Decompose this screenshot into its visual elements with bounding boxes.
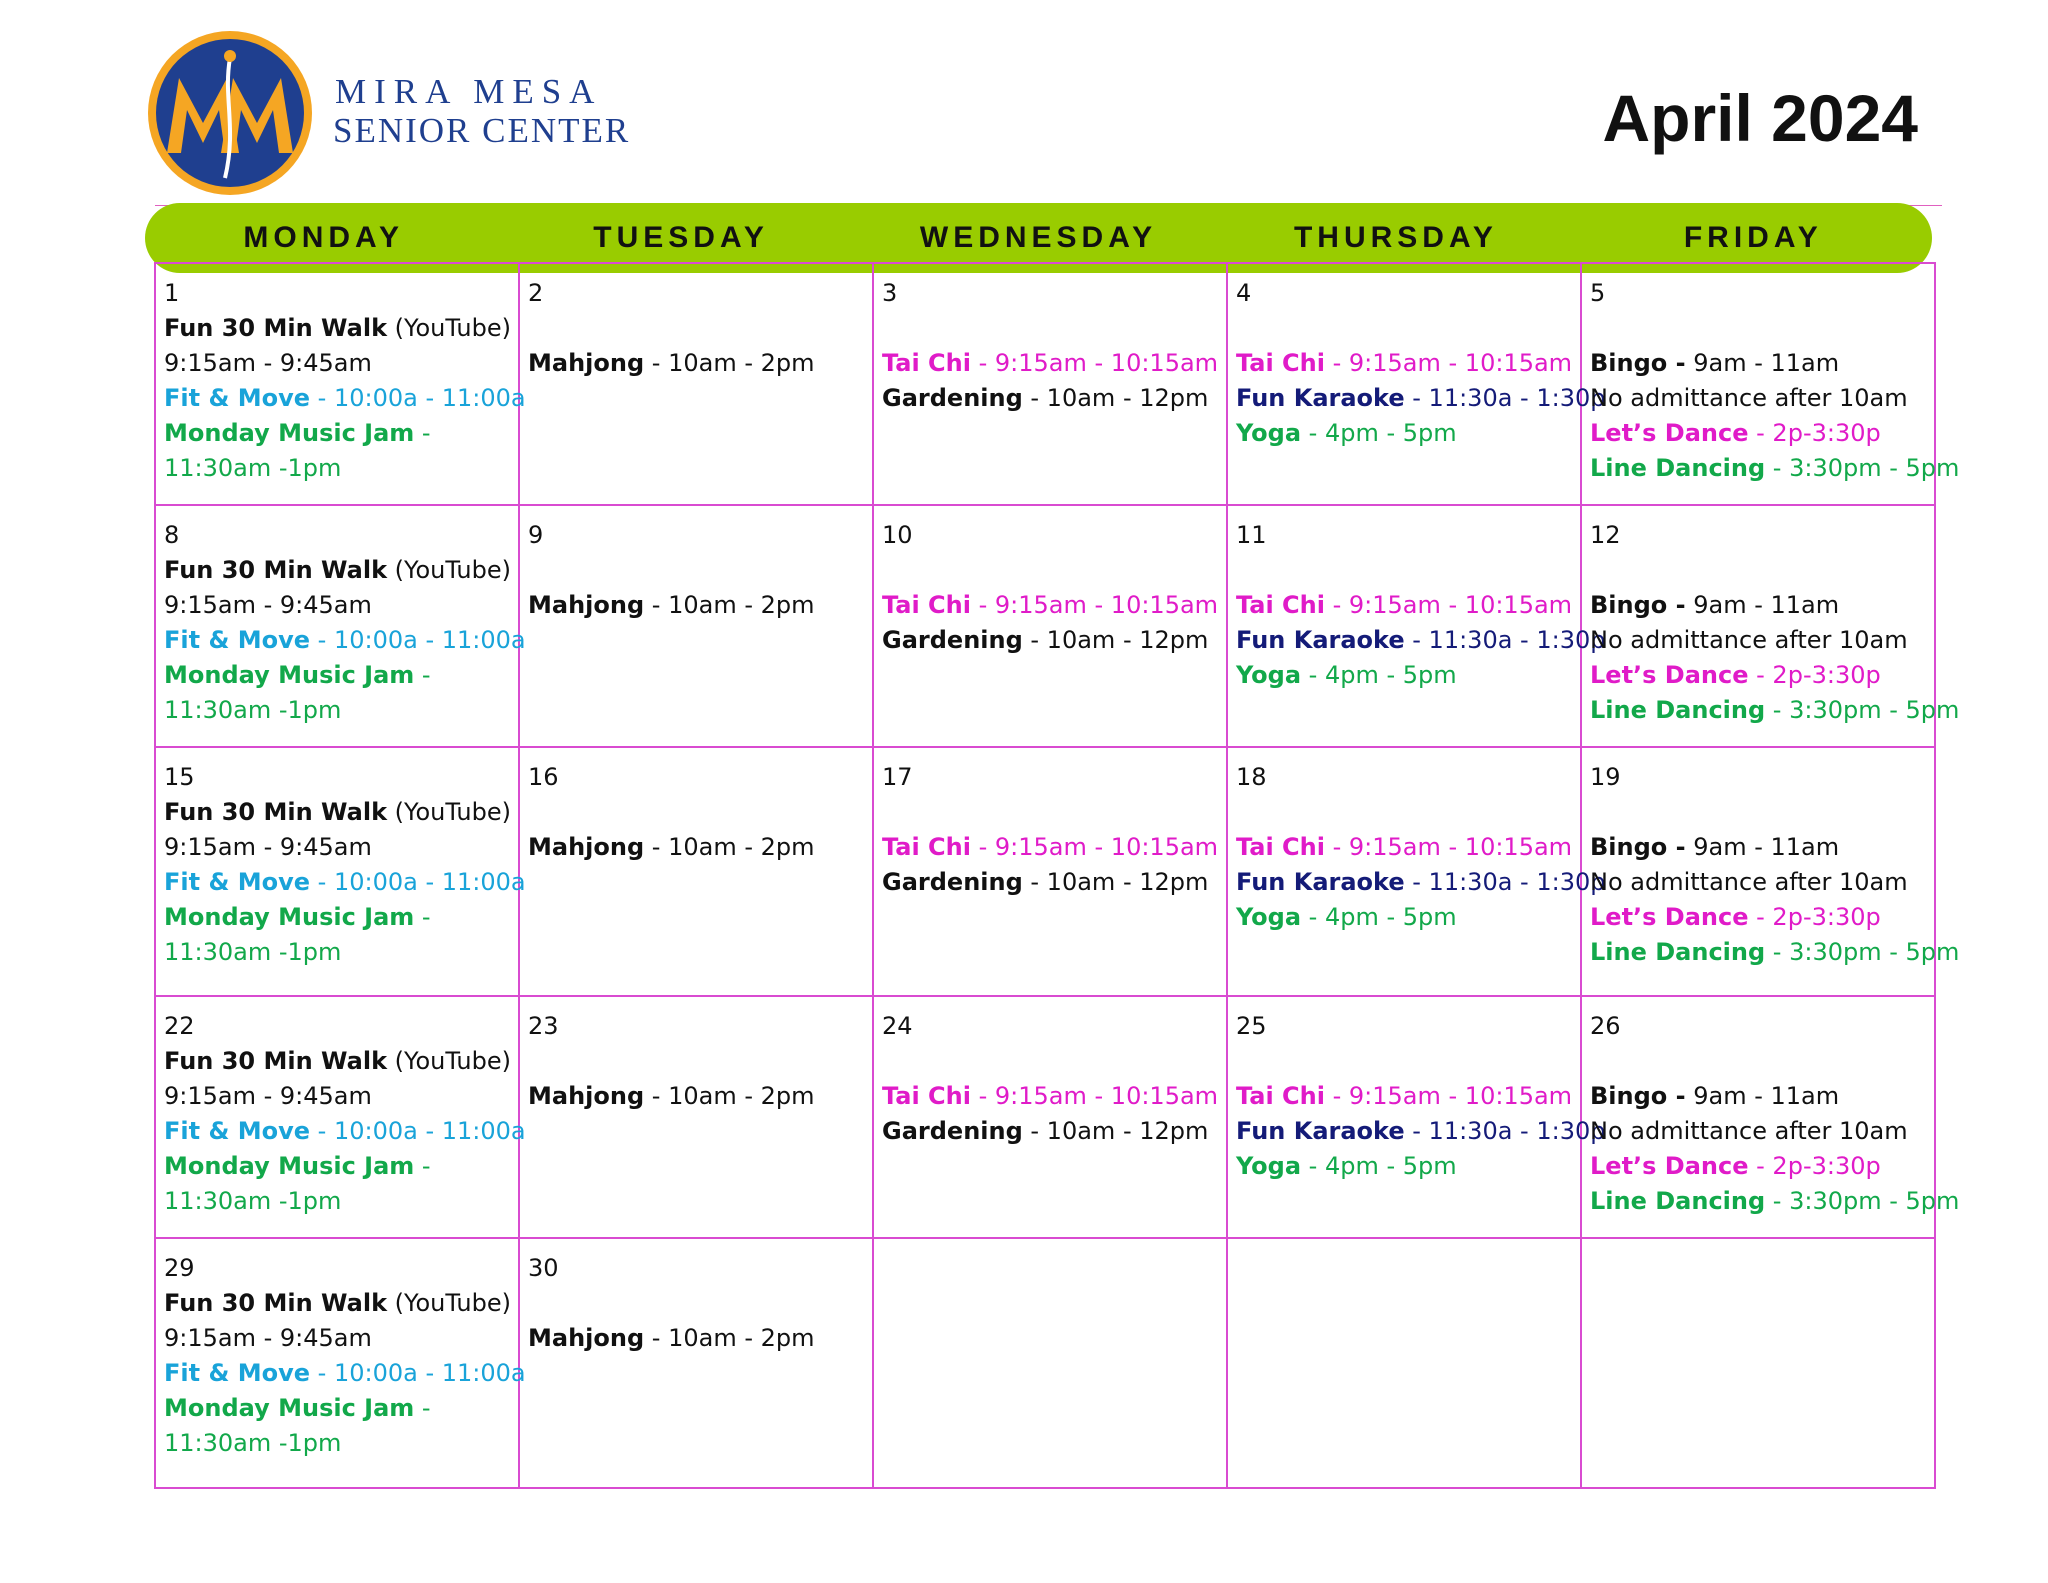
event-tai-chi: Tai Chi - 9:15am - 10:15am bbox=[1236, 349, 1573, 377]
day-number: 12 bbox=[1590, 521, 1621, 549]
event-line-dancing: Line Dancing - 3:30pm - 5pm bbox=[1590, 938, 1960, 966]
event-tai-chi: Tai Chi - 9:15am - 10:15am bbox=[882, 1082, 1219, 1110]
event-fit-move: Fit & Move - 10:00a - 11:00a bbox=[164, 868, 526, 896]
center-logo bbox=[145, 28, 665, 198]
weekday-tuesday: TUESDAY bbox=[593, 221, 769, 254]
day-cell-wednesday bbox=[874, 748, 1228, 997]
day-cell-tuesday bbox=[520, 264, 874, 506]
day-cell-thursday bbox=[1228, 264, 1606, 506]
day-number: 8 bbox=[164, 521, 180, 549]
weekday-wednesday: WEDNESDAY bbox=[919, 221, 1158, 254]
mm-emblem-icon bbox=[145, 28, 315, 198]
event-lets-dance: Let’s Dance - 2p-3:30p bbox=[1590, 419, 1881, 447]
event-karaoke: Fun Karaoke - 11:30a - 1:30p bbox=[1236, 384, 1606, 412]
event-mahjong: Mahjong - 10am - 2pm bbox=[528, 1324, 815, 1352]
day-cell-empty bbox=[1228, 1239, 1582, 1489]
event-music-jam: Monday Music Jam - bbox=[164, 1152, 431, 1180]
event-music-jam-time: 11:30am -1pm bbox=[164, 938, 342, 966]
day-cell-friday bbox=[1582, 506, 1960, 748]
event-tai-chi: Tai Chi - 9:15am - 10:15am bbox=[882, 591, 1219, 619]
day-number: 29 bbox=[164, 1254, 195, 1282]
event-fit-move: Fit & Move - 10:00a - 11:00a bbox=[164, 1359, 526, 1387]
event-karaoke: Fun Karaoke - 11:30a - 1:30p bbox=[1236, 626, 1606, 654]
weekday-thursday: THURSDAY bbox=[1293, 221, 1498, 254]
event-tai-chi: Tai Chi - 9:15am - 10:15am bbox=[882, 833, 1219, 861]
event-yoga: Yoga - 4pm - 5pm bbox=[1236, 661, 1457, 689]
event-walk-time: 9:15am - 9:45am bbox=[164, 591, 372, 619]
event-mahjong: Mahjong - 10am - 2pm bbox=[528, 349, 815, 377]
event-music-jam-time: 11:30am -1pm bbox=[164, 696, 342, 724]
event-mahjong: Mahjong - 10am - 2pm bbox=[528, 833, 815, 861]
day-cell-monday bbox=[156, 264, 526, 506]
event-yoga: Yoga - 4pm - 5pm bbox=[1236, 419, 1457, 447]
day-cell-friday bbox=[1582, 748, 1960, 997]
day-number: 18 bbox=[1236, 763, 1267, 791]
calendar-grid bbox=[154, 262, 1960, 1489]
day-cell-monday bbox=[156, 1239, 526, 1489]
day-number: 25 bbox=[1236, 1012, 1267, 1040]
org-name-line2: SENIOR CENTER bbox=[333, 111, 631, 150]
day-number: 2 bbox=[528, 279, 544, 307]
day-number: 1 bbox=[164, 279, 180, 307]
day-cell-wednesday bbox=[874, 997, 1228, 1239]
event-gardening: Gardening - 10am - 12pm bbox=[882, 384, 1209, 412]
event-music-jam-time: 11:30am -1pm bbox=[164, 454, 342, 482]
day-cell-wednesday bbox=[874, 506, 1228, 748]
weekday-monday: MONDAY bbox=[243, 221, 404, 254]
day-number: 17 bbox=[882, 763, 913, 791]
day-number: 24 bbox=[882, 1012, 913, 1040]
event-music-jam: Monday Music Jam - bbox=[164, 419, 431, 447]
day-number: 23 bbox=[528, 1012, 559, 1040]
day-number: 9 bbox=[528, 521, 544, 549]
day-number: 15 bbox=[164, 763, 195, 791]
event-music-jam: Monday Music Jam - bbox=[164, 661, 431, 689]
day-cell-empty bbox=[874, 1239, 1228, 1489]
day-number: 19 bbox=[1590, 763, 1621, 791]
event-lets-dance: Let’s Dance - 2p-3:30p bbox=[1590, 1152, 1881, 1180]
day-number: 4 bbox=[1236, 279, 1252, 307]
event-yoga: Yoga - 4pm - 5pm bbox=[1236, 1152, 1457, 1180]
event-line-dancing: Line Dancing - 3:30pm - 5pm bbox=[1590, 696, 1960, 724]
event-walk: Fun 30 Min Walk (YouTube) bbox=[164, 798, 511, 826]
event-music-jam-time: 11:30am -1pm bbox=[164, 1187, 342, 1215]
day-cell-tuesday bbox=[520, 506, 874, 748]
day-cell-monday bbox=[156, 997, 526, 1239]
day-cell-tuesday bbox=[520, 748, 874, 997]
event-yoga: Yoga - 4pm - 5pm bbox=[1236, 903, 1457, 931]
day-cell-wednesday bbox=[874, 264, 1228, 506]
day-cell-friday bbox=[1582, 264, 1960, 506]
event-bingo-note: No admittance after 10am bbox=[1590, 868, 1908, 896]
event-music-jam-time: 11:30am -1pm bbox=[164, 1429, 342, 1457]
day-cell-empty bbox=[1582, 1239, 1936, 1489]
event-fit-move: Fit & Move - 10:00a - 11:00a bbox=[164, 384, 526, 412]
event-gardening: Gardening - 10am - 12pm bbox=[882, 1117, 1209, 1145]
day-cell-tuesday bbox=[520, 1239, 874, 1489]
event-walk: Fun 30 Min Walk (YouTube) bbox=[164, 314, 511, 342]
event-bingo: Bingo - 9am - 11am bbox=[1590, 591, 1840, 619]
day-number: 22 bbox=[164, 1012, 195, 1040]
event-walk-time: 9:15am - 9:45am bbox=[164, 1324, 372, 1352]
event-bingo-note: No admittance after 10am bbox=[1590, 1117, 1908, 1145]
event-tai-chi: Tai Chi - 9:15am - 10:15am bbox=[882, 349, 1219, 377]
event-walk: Fun 30 Min Walk (YouTube) bbox=[164, 1289, 511, 1317]
event-tai-chi: Tai Chi - 9:15am - 10:15am bbox=[1236, 591, 1573, 619]
event-bingo: Bingo - 9am - 11am bbox=[1590, 1082, 1840, 1110]
event-gardening: Gardening - 10am - 12pm bbox=[882, 868, 1209, 896]
event-mahjong: Mahjong - 10am - 2pm bbox=[528, 591, 815, 619]
day-cell-monday bbox=[156, 506, 526, 748]
event-mahjong: Mahjong - 10am - 2pm bbox=[528, 1082, 815, 1110]
day-number: 3 bbox=[882, 279, 898, 307]
event-bingo-note: No admittance after 10am bbox=[1590, 384, 1908, 412]
day-number: 11 bbox=[1236, 521, 1267, 549]
day-number: 16 bbox=[528, 763, 559, 791]
org-name-line1: MIRA MESA bbox=[335, 72, 603, 111]
day-number: 30 bbox=[528, 1254, 559, 1282]
event-walk: Fun 30 Min Walk (YouTube) bbox=[164, 556, 511, 584]
event-lets-dance: Let’s Dance - 2p-3:30p bbox=[1590, 903, 1881, 931]
day-cell-monday bbox=[156, 748, 526, 997]
event-music-jam: Monday Music Jam - bbox=[164, 903, 431, 931]
month-title: April 2024 bbox=[1602, 81, 1918, 155]
event-walk: Fun 30 Min Walk (YouTube) bbox=[164, 1047, 511, 1075]
event-line-dancing: Line Dancing - 3:30pm - 5pm bbox=[1590, 1187, 1960, 1215]
day-number: 10 bbox=[882, 521, 913, 549]
day-number: 5 bbox=[1590, 279, 1606, 307]
event-fit-move: Fit & Move - 10:00a - 11:00a bbox=[164, 1117, 526, 1145]
event-music-jam: Monday Music Jam - bbox=[164, 1394, 431, 1422]
event-lets-dance: Let’s Dance - 2p-3:30p bbox=[1590, 661, 1881, 689]
day-cell-tuesday bbox=[520, 997, 874, 1239]
event-fit-move: Fit & Move - 10:00a - 11:00a bbox=[164, 626, 526, 654]
event-karaoke: Fun Karaoke - 11:30a - 1:30p bbox=[1236, 868, 1606, 896]
event-bingo-note: No admittance after 10am bbox=[1590, 626, 1908, 654]
event-bingo: Bingo - 9am - 11am bbox=[1590, 349, 1840, 377]
event-gardening: Gardening - 10am - 12pm bbox=[882, 626, 1209, 654]
weekday-friday: FRIDAY bbox=[1683, 221, 1823, 254]
event-bingo: Bingo - 9am - 11am bbox=[1590, 833, 1840, 861]
day-number: 26 bbox=[1590, 1012, 1621, 1040]
event-tai-chi: Tai Chi - 9:15am - 10:15am bbox=[1236, 1082, 1573, 1110]
event-walk-time: 9:15am - 9:45am bbox=[164, 349, 372, 377]
day-cell-friday bbox=[1582, 997, 1960, 1239]
event-karaoke: Fun Karaoke - 11:30a - 1:30p bbox=[1236, 1117, 1606, 1145]
event-line-dancing: Line Dancing - 3:30pm - 5pm bbox=[1590, 454, 1960, 482]
event-walk-time: 9:15am - 9:45am bbox=[164, 1082, 372, 1110]
event-tai-chi: Tai Chi - 9:15am - 10:15am bbox=[1236, 833, 1573, 861]
event-walk-time: 9:15am - 9:45am bbox=[164, 833, 372, 861]
